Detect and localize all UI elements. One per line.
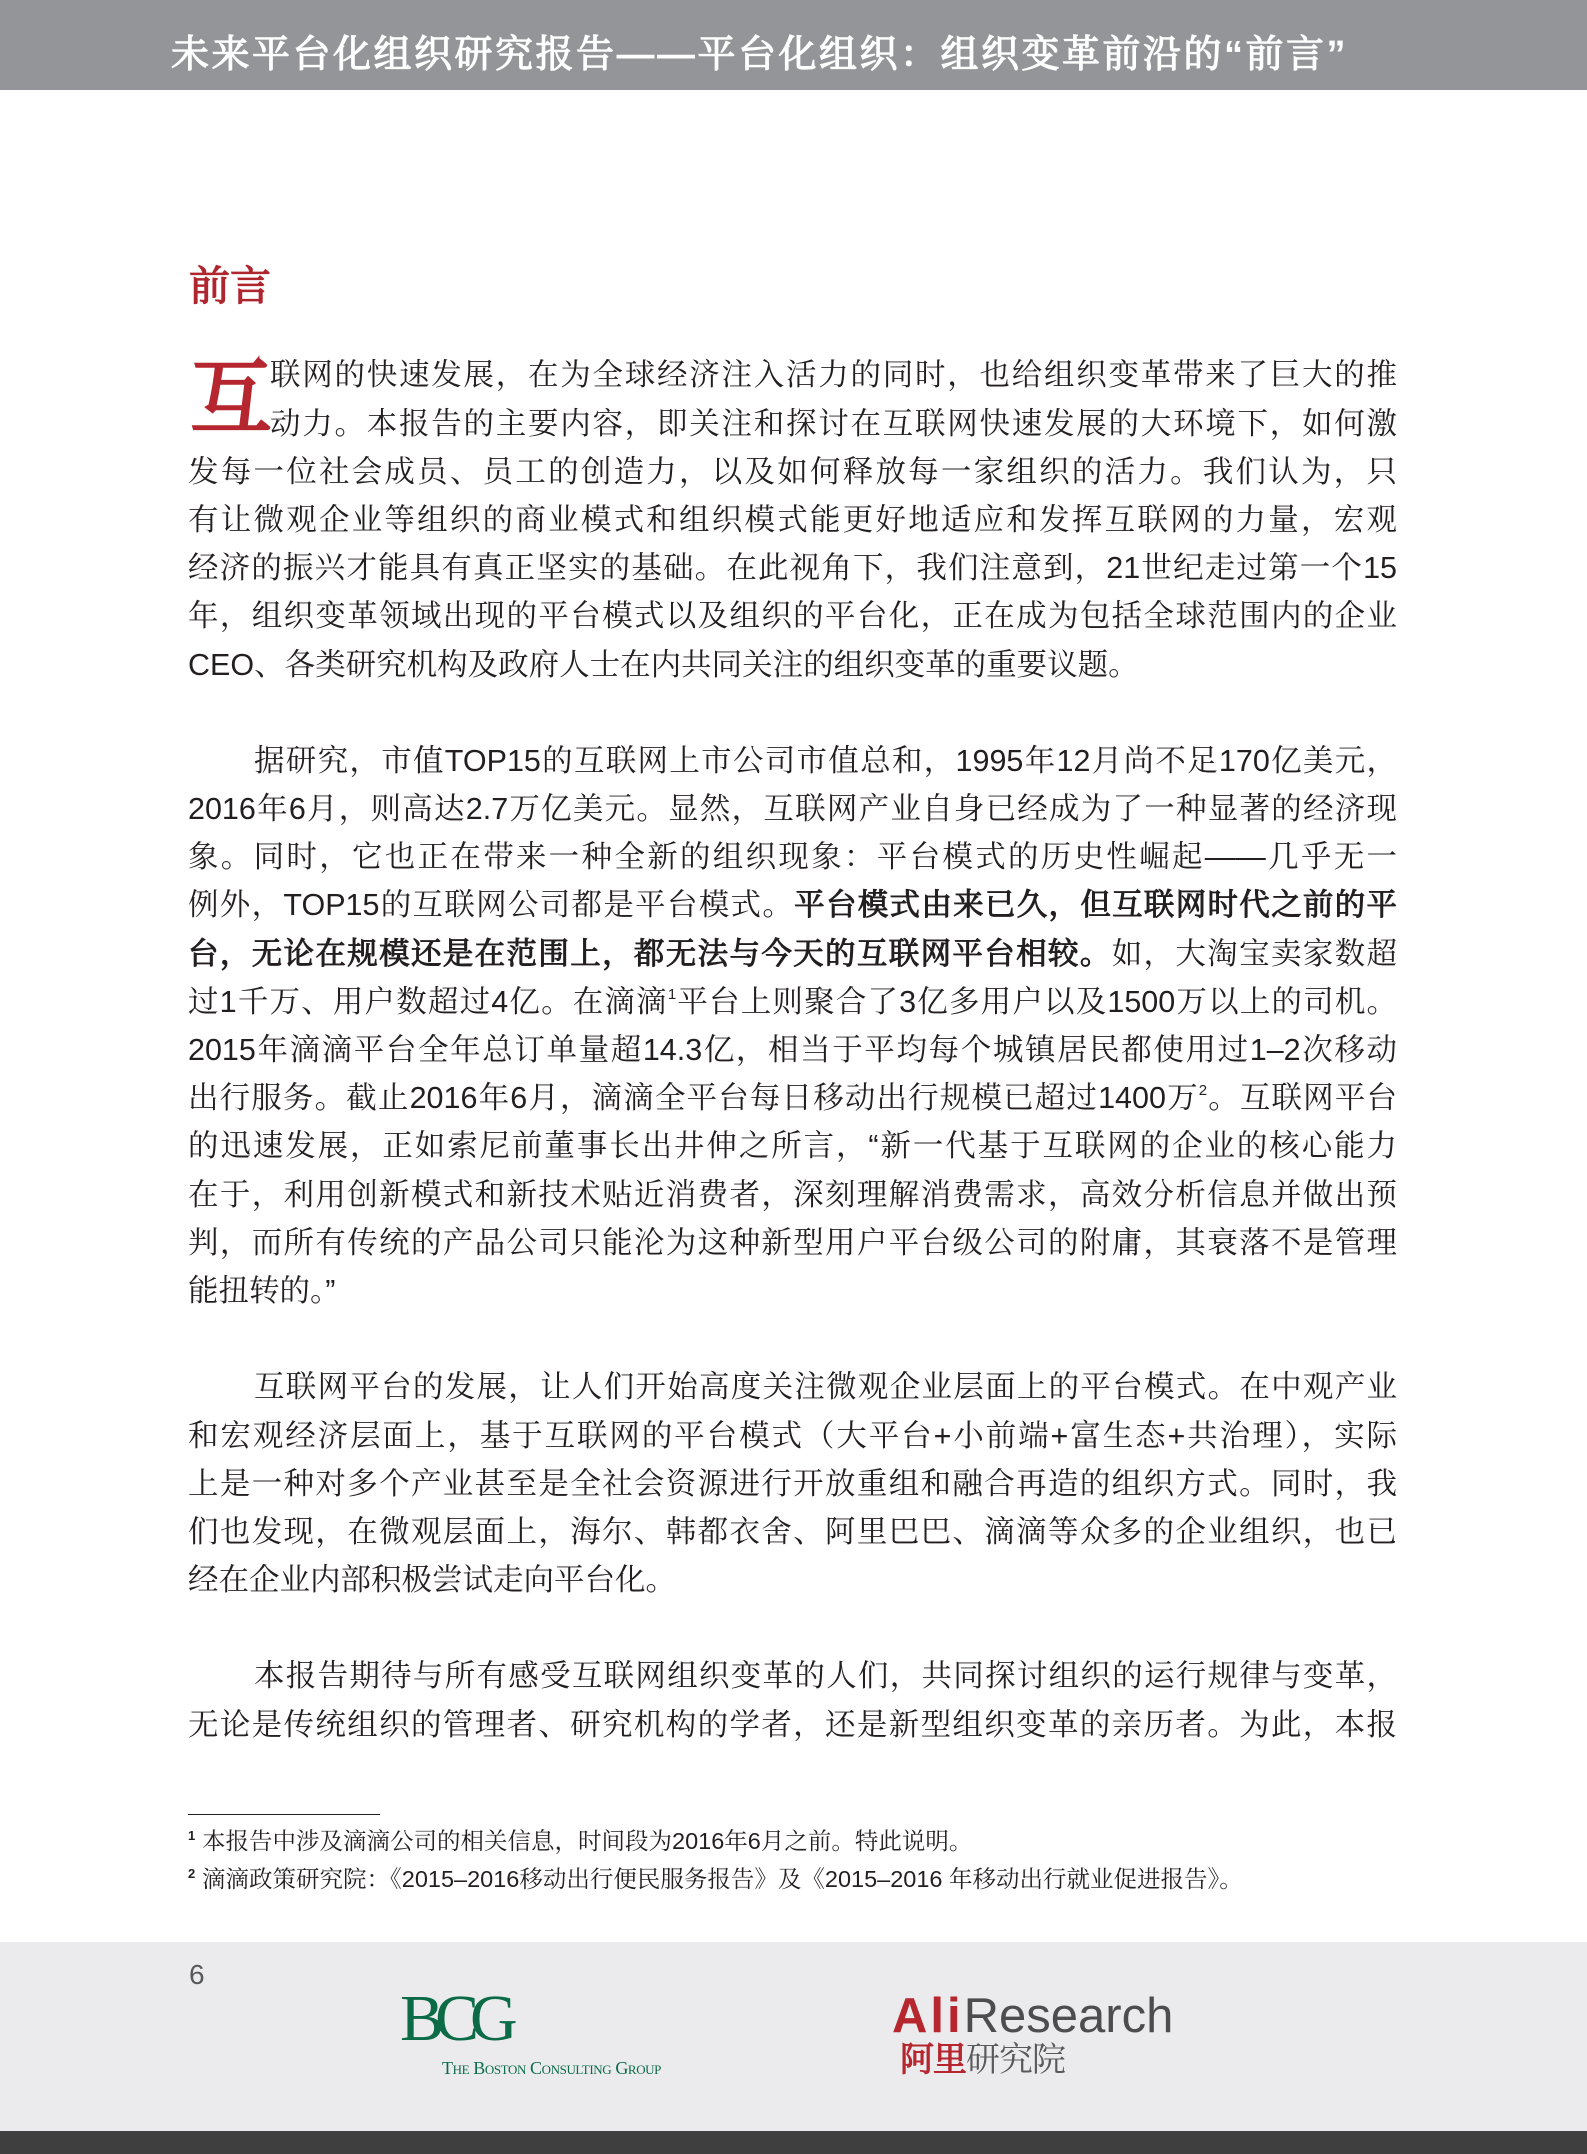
footnote-text: 本报告中涉及滴滴公司的相关信息，时间段为2016年6月之前。特此说明。: [202, 1828, 973, 1854]
section-heading: 前言: [189, 263, 271, 309]
aliresearch-logo-accent: Ali: [892, 1989, 964, 2043]
text-segment: 和宏观经济层面上，基于互联网的平台模式（大平台+小前端+富生态+共治理），实际: [188, 1418, 1397, 1453]
text-line: [188, 1556, 1397, 1604]
text-segment: 象。同时，它也正在带来一种全新的组织现象：平台模式的历史性崛起——几乎无一: [188, 840, 1397, 875]
text-segment: 年，组织变革领域出现的平台模式以及组织的平台化，正在成为包括全球范围内的企业: [188, 599, 1397, 634]
text-line: [188, 1652, 1397, 1700]
text-segment: 过1千万、用户数超过4亿。在滴滴: [188, 984, 668, 1019]
text-line: [188, 1701, 1397, 1749]
footnote-divider: [188, 1814, 380, 1815]
footnote-ref-1: 1: [667, 985, 677, 1003]
text-line: [188, 544, 1397, 592]
text-segment: 联网的快速发展，在为全球经济注入活力的同时，也给组织变革带来了巨大的推: [270, 358, 1397, 393]
text-line: [188, 833, 1397, 881]
text-line: [188, 592, 1397, 640]
text-line: [188, 737, 1397, 785]
footnote-2: [188, 1860, 1397, 1898]
aliresearch-logo-icon: [892, 1989, 1174, 2043]
footnote-marker: 1: [188, 1828, 196, 1843]
text-segment: 。互联网平台: [1207, 1081, 1397, 1116]
footnotes: [188, 1822, 1397, 1898]
text-segment: 无论是传统组织的管理者、研究机构的学者，还是新型组织变革的亲历者。为此，本报: [188, 1707, 1397, 1742]
aliresearch-logo-zh-rest: 研究院: [966, 2041, 1065, 2079]
bold-emphasis: 台，无论在规模还是在范围上，都无法与今天的互联网平台相较。: [188, 936, 1112, 971]
text-line: [188, 1508, 1397, 1556]
text-line: [188, 930, 1397, 978]
report-title: 未来平台化组织研究报告——平台化组织：组织变革前沿的“前言”: [171, 34, 1349, 76]
aliresearch-logo-rest: Research: [963, 1989, 1174, 2043]
text-segment: 在于，利用创新模式和新技术贴近消费者，深刻理解消费需求，高效分析信息并做出预: [188, 1177, 1397, 1212]
text-line: [188, 978, 1397, 1026]
text-line: [270, 351, 1397, 399]
text-line: [188, 881, 1397, 929]
text-segment: 有让微观企业等组织的商业模式和组织模式能更好地适应和发挥互联网的力量，宏观: [188, 502, 1397, 537]
text-line: [188, 448, 1397, 496]
text-line: [188, 1219, 1397, 1267]
page-footer: [0, 1942, 1587, 2131]
text-line: [188, 1074, 1397, 1122]
text-line: [188, 1026, 1397, 1074]
text-line: [188, 1267, 1397, 1315]
footnote-ref-2: 2: [1198, 1082, 1208, 1100]
text-segment: 例外，TOP15的互联网公司都是平台模式。: [188, 888, 795, 923]
text-segment: 的迅速发展，正如索尼前董事长出井伸之所言，“新一代基于互联网的企业的核心能力: [188, 1129, 1397, 1164]
paragraph-4: [188, 1652, 1397, 1748]
text-segment: 据研究，市值TOP15的互联网上市公司市值总和，1995年12月尚不足170亿美元，: [254, 743, 1397, 778]
bcg-logo-icon: BCG: [400, 1982, 509, 2055]
text-segment: 能扭转的。”: [188, 1273, 336, 1308]
text-segment: 们也发现，在微观层面上，海尔、韩都衣舍、阿里巴巴、滴滴等众多的企业组织，也已: [188, 1514, 1397, 1549]
body-text: [188, 351, 1397, 1797]
text-segment: 如，大淘宝卖家数超: [1111, 936, 1397, 971]
paragraph-2: [188, 737, 1397, 1315]
text-segment: 发每一位社会成员、员工的创造力，以及如何释放每一家组织的活力。我们认为，只: [188, 454, 1397, 489]
footnote-1: [188, 1822, 1397, 1860]
text-line: [188, 1171, 1397, 1219]
text-line: [188, 1412, 1397, 1460]
text-segment: 2015年滴滴平台全年总订单量超14.3亿，相当于平均每个城镇居民都使用过1–2次移动: [188, 1033, 1397, 1068]
text-segment: CEO、各类研究机构及政府人士在内共同关注的组织变革的重要议题。: [188, 647, 1139, 682]
text-segment: 平台上则聚合了3亿多用户以及1500万以上的司机。: [676, 984, 1397, 1019]
text-segment: 互联网平台的发展，让人们开始高度关注微观企业层面上的平台模式。在中观产业: [254, 1370, 1397, 1405]
text-line: [188, 1122, 1397, 1170]
text-line: [188, 1460, 1397, 1508]
text-segment: 上是一种对多个产业甚至是全社会资源进行开放重组和融合再造的组织方式。同时，我: [188, 1466, 1397, 1501]
text-segment: 经在企业内部积极尝试走向平台化。: [188, 1563, 676, 1598]
text-line: [270, 400, 1397, 448]
text-segment: 出行服务。截止2016年6月，滴滴全平台每日移动出行规模已超过1400万: [188, 1081, 1199, 1116]
text-segment: 本报告期待与所有感受互联网组织变革的人们，共同探讨组织的运行规律与变革，: [254, 1659, 1397, 1694]
text-line: [188, 785, 1397, 833]
drop-cap: 互: [190, 353, 273, 444]
bcg-logo-tagline: The Boston Consulting Group: [442, 2058, 662, 2078]
paragraph-3: [188, 1363, 1397, 1604]
aliresearch-logo-chinese: [900, 2043, 1065, 2077]
text-segment: 动力。本报告的主要内容，即关注和探讨在互联网快速发展的大环境下，如何激: [270, 406, 1397, 441]
text-line: [188, 496, 1397, 544]
report-header-bar: [0, 0, 1587, 90]
text-segment: 经济的振兴才能具有真正坚实的基础。在此视角下，我们注意到，21世纪走过第一个15: [188, 551, 1397, 586]
text-line: [188, 1363, 1397, 1411]
text-line: [188, 641, 1397, 689]
footnote-marker: 2: [188, 1866, 196, 1881]
footnote-text: 滴滴政策研究院：《2015–2016移动出行便民服务报告》及《2015–2016 年移动出行就业促进报告》。: [202, 1866, 1243, 1892]
page-number: 6: [189, 1959, 205, 1990]
text-segment: 判，而所有传统的产品公司只能沦为这种新型用户平台级公司的附庸，其衰落不是管理: [188, 1225, 1397, 1260]
aliresearch-logo-zh-accent: 阿里: [900, 2041, 966, 2079]
footer-bottom-bar: [0, 2131, 1587, 2154]
text-segment: 2016年6月，则高达2.7万亿美元。显然，互联网产业自身已经成为了一种显著的经济现: [188, 792, 1397, 827]
paragraph-1: [188, 351, 1397, 688]
bold-emphasis: 平台模式由来已久，但互联网时代之前的平: [794, 888, 1397, 923]
